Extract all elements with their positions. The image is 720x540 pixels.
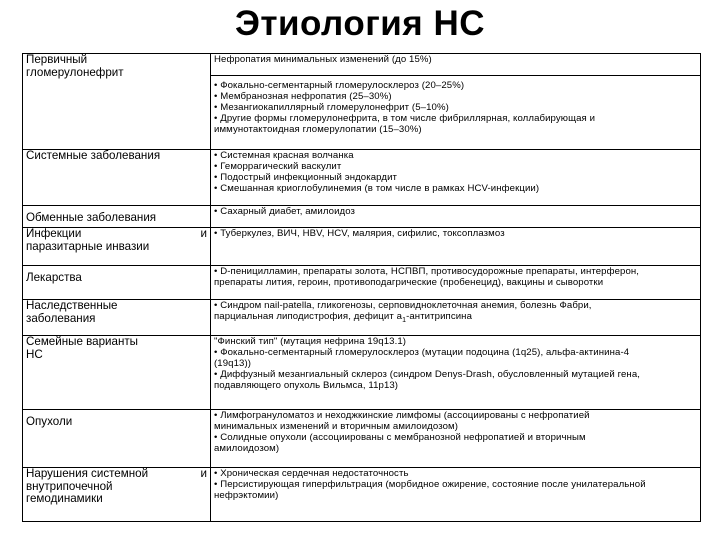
cause-cell: • D-пеницилламин, препараты золота, НСПВП, противосудорожные препараты, интерферон, препараты лития, героин, противоподагрические (пробенецид), вакцины и сыворотки — [211, 266, 701, 300]
category-cell: Лекарства — [23, 266, 211, 300]
table-row — [23, 150, 701, 206]
etiology-table — [22, 53, 701, 522]
table-row — [23, 54, 701, 76]
cause-cell: • Хроническая сердечная недостаточность • Персистирующая гиперфильтрация (морбидное ожирение, состояние после унилатеральной нефрэктомии) — [211, 468, 701, 522]
table-row — [23, 410, 701, 468]
category-cell: Опухоли — [23, 410, 211, 468]
table-row — [23, 228, 701, 266]
cause-cell: "Финский тип" (мутация нефрина 19q13.1) • Фокально-сегментарный гломерулосклероз (мутации подоцина (1q25), альфа-актинина-4 (19q13)) • Диффузный мезангиальный склероз (синдром Denys-Drash, обусловленный мутацией гена, подавляющего опухоль Вильмса, 11p13) — [211, 336, 701, 410]
cause-cell: • Сахарный диабет, амилоидоз — [211, 206, 701, 228]
cause-cell: Нефропатия минимальных изменений (до 15%) — [211, 54, 701, 76]
category-cell: Семейные варианты НС — [23, 336, 211, 410]
table-row — [23, 336, 701, 410]
category-cell: Обменные заболевания — [23, 206, 211, 228]
category-cell: Первичный гломерулонефрит — [23, 54, 211, 150]
category-cell: Инфекции и паразитарные инвазии — [23, 228, 211, 266]
page-title: Этиология НС — [234, 4, 485, 43]
cause-cell: • Фокально-сегментарный гломерулосклероз (20–25%) • Мембранозная нефропатия (25–30%) • Мезангиокапиллярный гломерулонефрит (5–10%) • Другие формы гломерулонефрита, в том числе фибриллярная, коллабирующая и иммунотактоидная гломерулопатии (15–30%) — [211, 76, 701, 150]
table-row — [23, 300, 701, 336]
cause-cell: • Системная красная волчанка • Геморрагический васкулит • Подострый инфекционный эндокардит • Смешанная криоглобулинемия (в том числе в рамках HCV-инфекции) — [211, 150, 701, 206]
category-cell: Системные заболевания — [23, 150, 211, 206]
cause-cell: • Лимфогрануломатоз и неходжкинские лимфомы (ассоциированы с нефропатией минимальных изменений и вторичным амилоидозом) • Солидные опухоли (ассоциированы с мембранозной нефропатией и вторичным амилоидозом) — [211, 410, 701, 468]
category-cell: Нарушения системной и внутрипочечной гемодинамики — [23, 468, 211, 522]
table-row — [23, 468, 701, 522]
table-row — [23, 206, 701, 228]
cause-cell: • Синдром nail-patella, гликогенозы, серповидноклеточная анемия, болезнь Фабри, парциальная липодистрофия, дефицит $a_1$-антитрипсина — [211, 300, 701, 336]
cause-cell: • Туберкулез, ВИЧ, HBV, HCV, малярия, сифилис, токсоплазмоз — [211, 228, 701, 266]
table-row — [23, 266, 701, 300]
category-cell: Наследственные заболевания — [23, 300, 211, 336]
